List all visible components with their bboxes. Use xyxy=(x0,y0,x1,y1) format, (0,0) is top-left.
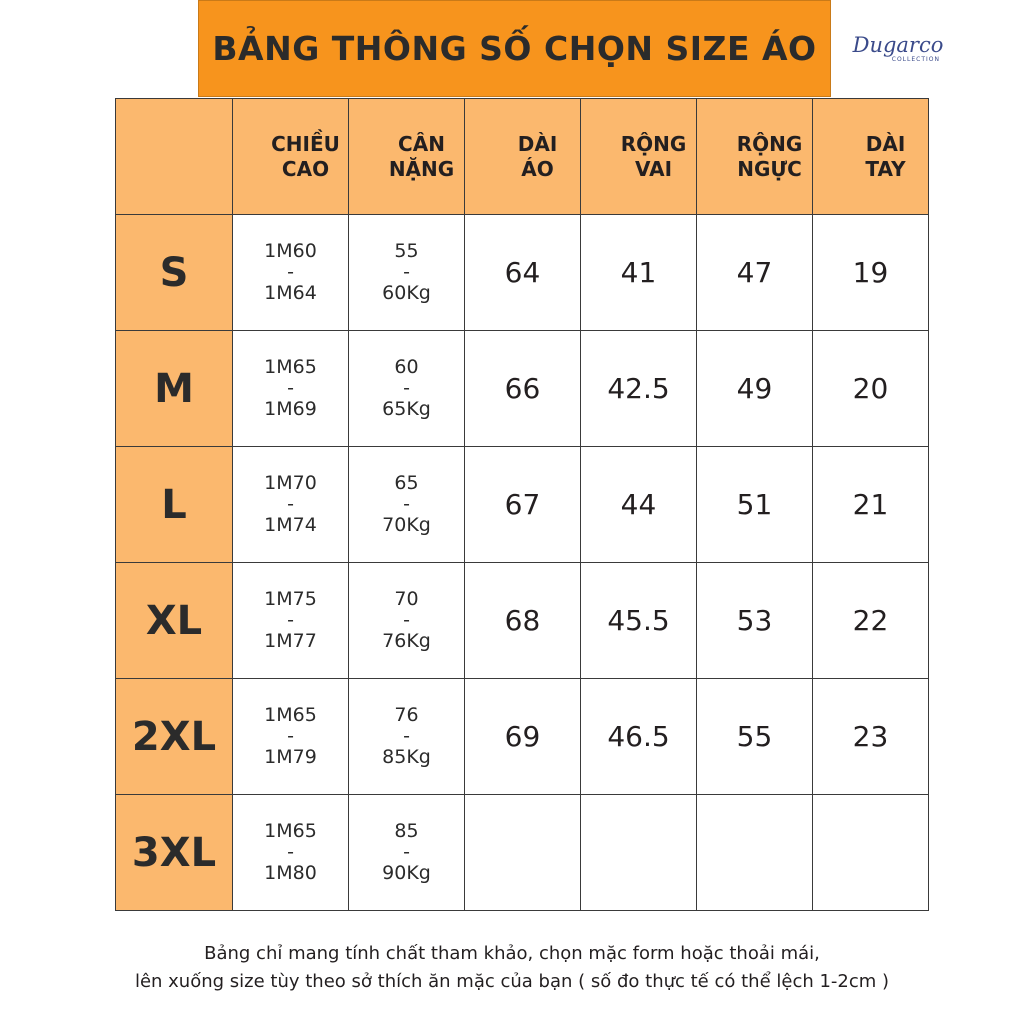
rong-nguc-value: 55 xyxy=(697,679,813,795)
size-label: XL xyxy=(116,563,233,679)
header-chieu-cao: CHIỀU CAO xyxy=(233,99,349,215)
table-row xyxy=(116,679,929,795)
header-rong-vai: RỘNG VAI xyxy=(581,99,697,215)
weight-range: 76 - 85Kg xyxy=(349,679,465,795)
header-can-nang: CÂN NẶNG xyxy=(349,99,465,215)
height-range: 1M75 - 1M77 xyxy=(233,563,349,679)
dai-tay-value: 20 xyxy=(813,331,929,447)
height-range: 1M60 - 1M64 xyxy=(233,215,349,331)
header-rong-nguc: RỘNG NGỰC xyxy=(697,99,813,215)
rong-vai-value xyxy=(581,795,697,911)
weight-range: 70 - 76Kg xyxy=(349,563,465,679)
weight-range: 85 - 90Kg xyxy=(349,795,465,911)
header-dai-ao: DÀI ÁO xyxy=(465,99,581,215)
dai-tay-value xyxy=(813,795,929,911)
table-row xyxy=(116,331,929,447)
size-label: 3XL xyxy=(116,795,233,911)
brand-logo xyxy=(848,34,948,63)
weight-range: 55 - 60Kg xyxy=(349,215,465,331)
footnote-line-1: Bảng chỉ mang tính chất tham khảo, chọn mặc form hoặc thoải mái, xyxy=(204,943,820,964)
rong-nguc-value: 49 xyxy=(697,331,813,447)
logo-script: Dugarco xyxy=(852,33,944,57)
height-range: 1M65 - 1M69 xyxy=(233,331,349,447)
weight-range: 65 - 70Kg xyxy=(349,447,465,563)
size-label: S xyxy=(116,215,233,331)
size-table xyxy=(115,98,929,911)
footnote-line-2: lên xuống size tùy theo sở thích ăn mặc của bạn ( số đo thực tế có thể lệch 1-2cm ) xyxy=(134,971,890,992)
size-label: 2XL xyxy=(116,679,233,795)
dai-tay-value: 22 xyxy=(813,563,929,679)
dai-tay-value: 23 xyxy=(813,679,929,795)
dai-ao-value: 64 xyxy=(465,215,581,331)
size-label: L xyxy=(116,447,233,563)
header-dai-tay: DÀI TAY xyxy=(813,99,929,215)
dai-ao-value: 69 xyxy=(465,679,581,795)
rong-nguc-value: 47 xyxy=(697,215,813,331)
dai-tay-value: 21 xyxy=(813,447,929,563)
size-label: M xyxy=(116,331,233,447)
height-range: 1M65 - 1M80 xyxy=(233,795,349,911)
rong-vai-value: 44 xyxy=(581,447,697,563)
table-row xyxy=(116,215,929,331)
page-title: BẢNG THÔNG SỐ CHỌN SIZE ÁO xyxy=(212,29,817,68)
rong-vai-value: 41 xyxy=(581,215,697,331)
header-corner xyxy=(116,99,233,215)
rong-vai-value: 45.5 xyxy=(581,563,697,679)
rong-vai-value: 42.5 xyxy=(581,331,697,447)
dai-ao-value: 67 xyxy=(465,447,581,563)
rong-nguc-value: 53 xyxy=(697,563,813,679)
title-banner xyxy=(198,0,831,97)
weight-range: 60 - 65Kg xyxy=(349,331,465,447)
dai-ao-value: 68 xyxy=(465,563,581,679)
rong-nguc-value xyxy=(697,795,813,911)
height-range: 1M70 - 1M74 xyxy=(233,447,349,563)
rong-vai-value: 46.5 xyxy=(581,679,697,795)
height-range: 1M65 - 1M79 xyxy=(233,679,349,795)
dai-tay-value: 19 xyxy=(813,215,929,331)
rong-nguc-value: 51 xyxy=(697,447,813,563)
table-row xyxy=(116,795,929,911)
header-row xyxy=(116,99,929,215)
footnote xyxy=(0,940,1024,996)
dai-ao-value xyxy=(465,795,581,911)
logo-subtext: COLLECTION xyxy=(891,56,940,63)
table-row xyxy=(116,563,929,679)
dai-ao-value: 66 xyxy=(465,331,581,447)
table-row xyxy=(116,447,929,563)
